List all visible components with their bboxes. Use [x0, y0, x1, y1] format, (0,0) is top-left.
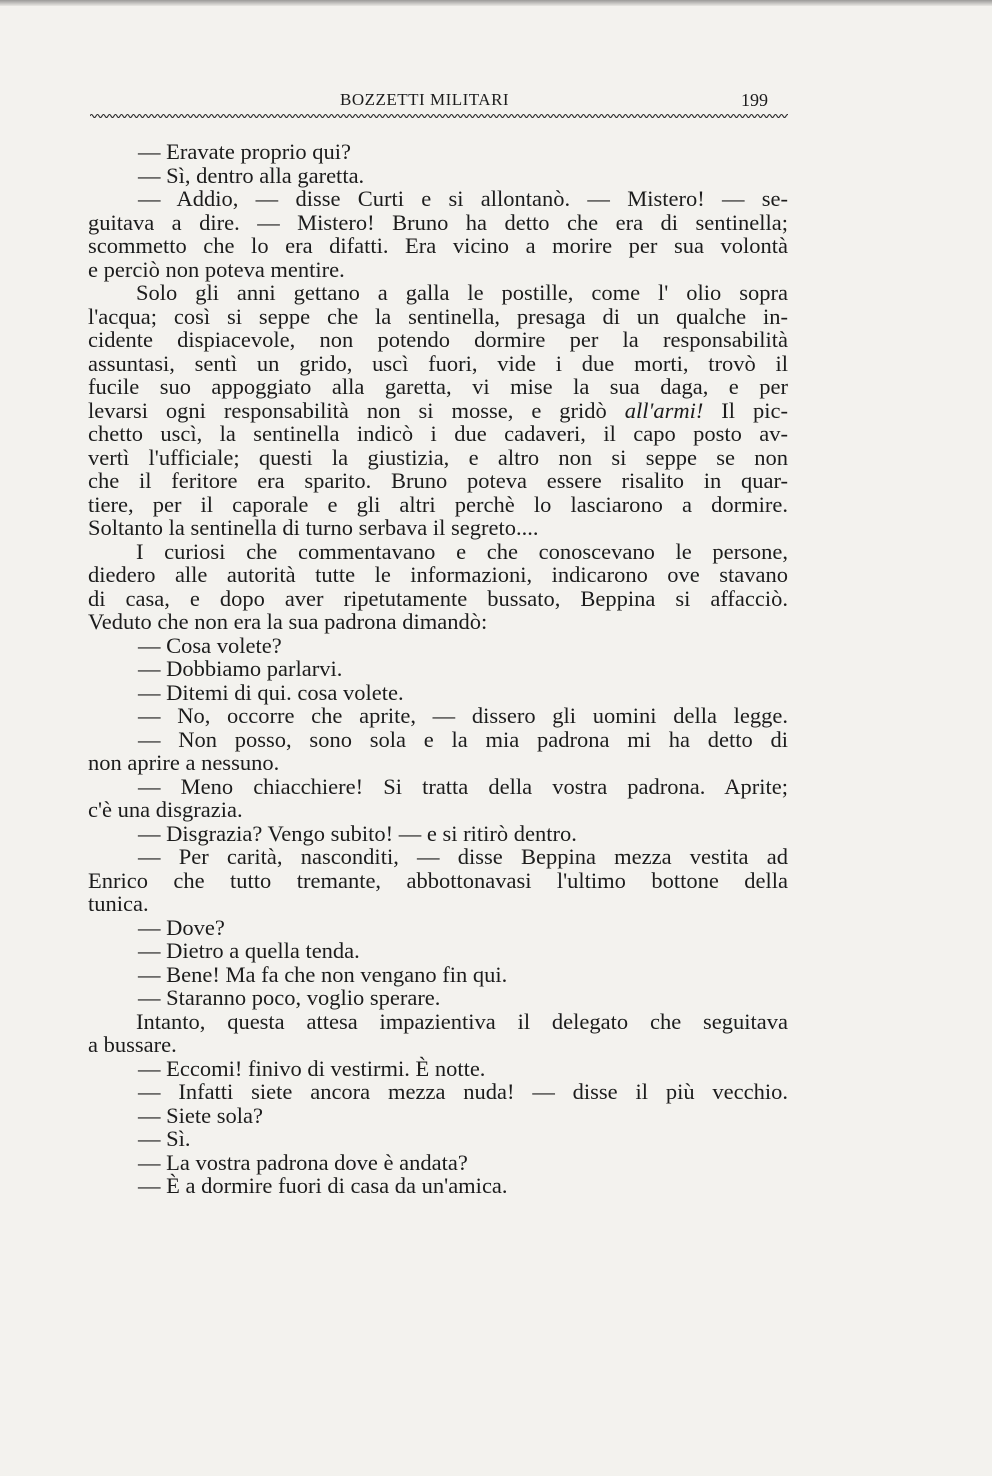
- emphasis-text: all'armi!: [624, 397, 704, 423]
- text-line: — Cosa volete?: [138, 632, 282, 658]
- page-number: 199: [741, 90, 768, 110]
- text-line: a bussare.: [88, 1032, 177, 1057]
- text-line: — Eccomi! finivo di vestirmi. È notte.: [138, 1055, 486, 1081]
- text-line: — Dietro a quella tenda.: [138, 938, 360, 963]
- text-line: assuntasi, sentì un grido, uscì fuori, vide i due morti, trovò il: [88, 350, 788, 376]
- text-line: che il feritore era sparito. Bruno poteva essere risalito in quar-: [88, 468, 788, 493]
- text-line: — Sì.: [138, 1126, 191, 1151]
- text-line: — Ditemi di qui. cosa volete.: [138, 679, 404, 705]
- text-line: tiere, per il caporale e gli altri perchè lo lasciarono a dormire.: [88, 491, 788, 517]
- text-line: l'acqua; così si seppe che la sentinella, presaga di un qualche in-: [88, 303, 788, 329]
- text-line: — Addio, — disse Curti e si allontanò. — Mistero! — se-: [138, 186, 788, 211]
- text-line: Intanto, questa attesa impazientiva il delegato che seguitava: [136, 1008, 788, 1034]
- text-line: Solo gli anni gettano a galla le postille, come l' olio sopra: [136, 280, 788, 305]
- wavy-header-rule: [90, 112, 788, 120]
- text-line: — Dove?: [138, 914, 225, 940]
- text-line: — Sì, dentro alla garetta.: [138, 162, 365, 188]
- text-line: chetto uscì, la sentinella indicò i due cadaveri, il capo posto av-: [88, 421, 788, 446]
- text-line: [88, 399, 788, 423]
- page-top-edge: [0, 0, 992, 6]
- text-line: — Dobbiamo parlarvi.: [138, 656, 343, 681]
- text-line: Enrico che tutto tremante, abbottonavasi l'ultimo bottone della: [88, 867, 788, 893]
- text-line: — Disgrazia? Vengo subito! — e si ritirò dentro.: [138, 820, 577, 846]
- text-line: — Meno chiacchiere! Si tratta della vostra padrona. Aprite;: [138, 773, 788, 799]
- text-segment: levarsi ogni responsabilità non si mosse, e gridò: [88, 397, 625, 423]
- text-line: e perciò non poteva mentire.: [88, 256, 345, 282]
- text-line: I curiosi che commentavano e che conoscevano le persone,: [136, 538, 788, 564]
- text-line: c'è una disgrazia.: [88, 797, 243, 822]
- text-line: fucile suo appoggiato alla garetta, vi mise la sua daga, e per: [88, 374, 788, 399]
- text-line: guitava a dire. — Mistero! Bruno ha detto che era di sentinella;: [88, 209, 788, 235]
- text-segment: Il pic-: [703, 397, 788, 423]
- text-line: — Eravate proprio qui?: [138, 139, 352, 164]
- text-line: — No, occorre che aprite, — dissero gli uomini della legge.: [138, 703, 788, 728]
- text-line: tunica.: [88, 891, 149, 916]
- page-header: [90, 88, 788, 118]
- running-title: BOZZETTI MILITARI: [340, 90, 510, 109]
- text-line: — Per carità, nasconditi, — disse Beppina mezza vestita ad: [138, 844, 788, 869]
- text-line: Soltanto la sentinella di turno serbava il segreto....: [88, 515, 539, 540]
- text-line: — Non posso, sono sola e la mia padrona mi ha detto di: [138, 726, 788, 752]
- text-line: di casa, e dopo aver ripetutamente bussato, Beppina si affacciò.: [88, 585, 788, 611]
- text-line: vertì l'ufficiale; questi la giustizia, e altro non si seppe se non: [88, 444, 788, 470]
- text-line: — Bene! Ma fa che non vengano fin qui.: [138, 961, 508, 987]
- text-line: — La vostra padrona dove è andata?: [138, 1149, 468, 1175]
- text-line: diedero alle autorità tutte le informazioni, indicarono ove stavano: [88, 562, 788, 587]
- text-line: non aprire a nessuno.: [88, 750, 280, 775]
- text-line: — È a dormire fuori di casa da un'amica.: [138, 1173, 508, 1198]
- text-line: — Siete sola?: [138, 1102, 263, 1128]
- text-line: Veduto che non era la sua padrona dimandò:: [88, 609, 488, 634]
- text-line: — Staranno poco, voglio sperare.: [138, 985, 441, 1010]
- text-line: cidente dispiacevole, non potendo dormire per la responsabilità: [88, 327, 788, 352]
- text-line: scommetto che lo era difatti. Era vicino a morire per sua volontà: [88, 233, 788, 258]
- body-text: [88, 140, 788, 1198]
- text-line: — Infatti siete ancora mezza nuda! — disse il più vecchio.: [138, 1079, 788, 1104]
